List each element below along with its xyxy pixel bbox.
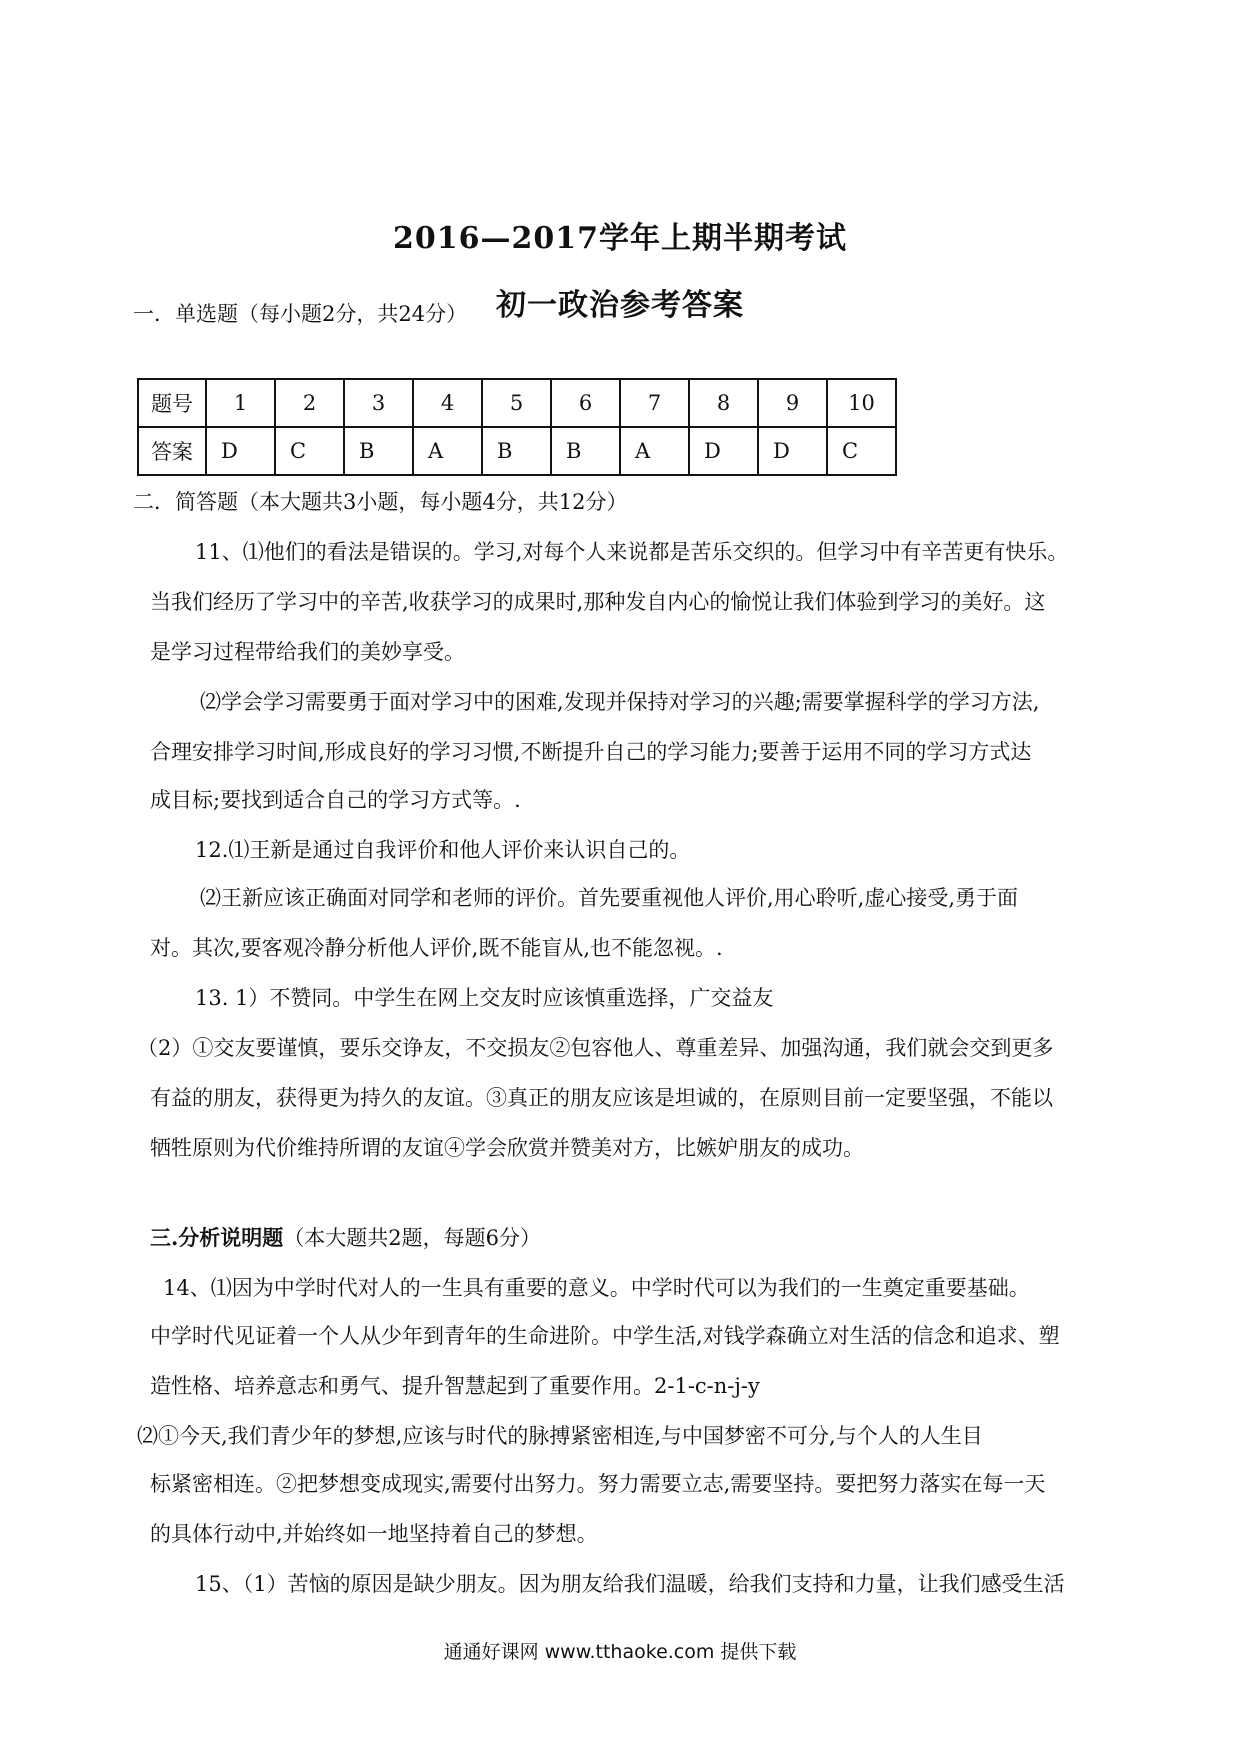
paragraph-line: 造性格、培养意志和勇气、提升智慧起到了重要作用。2-1-c-n-j-y: [150, 1374, 760, 1398]
paragraph-line: （2）①交友要谨慎，要乐交诤友，不交损友②包容他人、尊重差异、加强沟通，我们就会交到更多: [137, 1036, 1054, 1060]
answer-cell: A: [620, 427, 689, 475]
question-number-cell: 5: [482, 379, 551, 427]
paragraph-line: 14、⑴因为中学时代对人的一生具有重要的意义。中学时代可以为我们的一生奠定重要基础。: [163, 1276, 1030, 1300]
table-row-numbers: [138, 379, 896, 427]
paragraph-line: 有益的朋友，获得更为持久的友谊。③真正的朋友应该是坦诚的，在原则目前一定要坚强，不能以: [150, 1086, 1053, 1110]
question-number-cell: 1: [206, 379, 275, 427]
paragraph-line: 合理安排学习时间,形成良好的学习习惯,不断提升自己的学习能力;要善于运用不同的学习方式达: [150, 740, 1032, 764]
question-number-cell: 10: [827, 379, 896, 427]
paragraph-line: 13. 1）不赞同。中学生在网上交友时应该慎重选择，广交益友: [195, 986, 774, 1010]
paragraph-line: 的具体行动中,并始终如一地坚持着自己的梦想。: [150, 1522, 598, 1546]
question-number-cell: 6: [551, 379, 620, 427]
paragraph-line: 对。其次,要客观冷静分析他人评价,既不能盲从,也不能忽视。.: [150, 936, 723, 960]
question-number-cell: 2: [275, 379, 344, 427]
page-footer: 通通好课网 www.tthaoke.com 提供下载: [443, 1641, 797, 1663]
answer-cell: D: [689, 427, 758, 475]
section3-heading-rest: （本大题共2题，每题6分）: [283, 1226, 542, 1250]
answer-cell: B: [551, 427, 620, 475]
section3-heading: [150, 1224, 541, 1252]
paragraph-line: 15、（1）苦恼的原因是缺少朋友。因为朋友给我们温暖，给我们支持和力量，让我们感受生活: [195, 1572, 1065, 1596]
answer-cell: B: [344, 427, 413, 475]
section3-heading-bold: 三.分析说明题: [150, 1225, 284, 1250]
answer-table: [137, 378, 897, 476]
paragraph-line: ⑵王新应该正确面对同学和老师的评价。首先要重视他人评价,用心聆听,虚心接受,勇于面: [200, 886, 1019, 910]
paragraph-line: 成目标;要找到适合自己的学习方式等。.: [150, 788, 521, 812]
answer-cell: D: [758, 427, 827, 475]
question-number-cell: 4: [413, 379, 482, 427]
section2-heading: 二．简答题（本大题共3小题，每小题4分，共12分）: [133, 490, 628, 514]
row-label-number: 题号: [138, 379, 206, 427]
paragraph-line: 11、⑴他们的看法是错误的。学习,对每个人来说都是苦乐交织的。但学习中有辛苦更有快乐。: [195, 540, 1069, 564]
document-subtitle: 初一政治参考答案: [496, 288, 744, 323]
paragraph-line: ⑵学会学习需要勇于面对学习中的困难,发现并保持对学习的兴趣;需要掌握科学的学习方法,: [200, 690, 1040, 714]
paragraph-line: 标紧密相连。②把梦想变成现实,需要付出努力。努力需要立志,需要坚持。要把努力落实在每一天: [150, 1472, 1046, 1496]
question-number-cell: 9: [758, 379, 827, 427]
question-number-cell: 7: [620, 379, 689, 427]
answer-cell: C: [275, 427, 344, 475]
answer-cell: B: [482, 427, 551, 475]
question-number-cell: 8: [689, 379, 758, 427]
answer-cell: D: [206, 427, 275, 475]
row-label-answer: 答案: [138, 427, 206, 475]
paragraph-line: 12.⑴王新是通过自我评价和他人评价来认识自己的。: [195, 838, 691, 862]
paragraph-line: 牺牲原则为代价维持所谓的友谊④学会欣赏并赞美对方，比嫉妒朋友的成功。: [150, 1136, 864, 1160]
table-row-answers: [138, 427, 896, 475]
paragraph-line: 中学时代见证着一个人从少年到青年的生命进阶。中学生活,对钱学森确立对生活的信念和追求、塑: [150, 1324, 1060, 1348]
question-number-cell: 3: [344, 379, 413, 427]
paragraph-line: 当我们经历了学习中的辛苦,收获学习的成果时,那种发自内心的愉悦让我们体验到学习的美好。这: [150, 590, 1046, 614]
paragraph-line: 是学习过程带给我们的美妙享受。: [150, 640, 465, 664]
section1-heading: 一．单选题（每小题2分，共24分）: [133, 302, 468, 326]
answer-cell: C: [827, 427, 896, 475]
document-title: 2016—2017学年上期半期考试: [393, 221, 847, 256]
paragraph-line: ⑵①今天,我们青少年的梦想,应该与时代的脉搏紧密相连,与中国梦密不可分,与个人的人生目: [137, 1424, 983, 1448]
answer-cell: A: [413, 427, 482, 475]
